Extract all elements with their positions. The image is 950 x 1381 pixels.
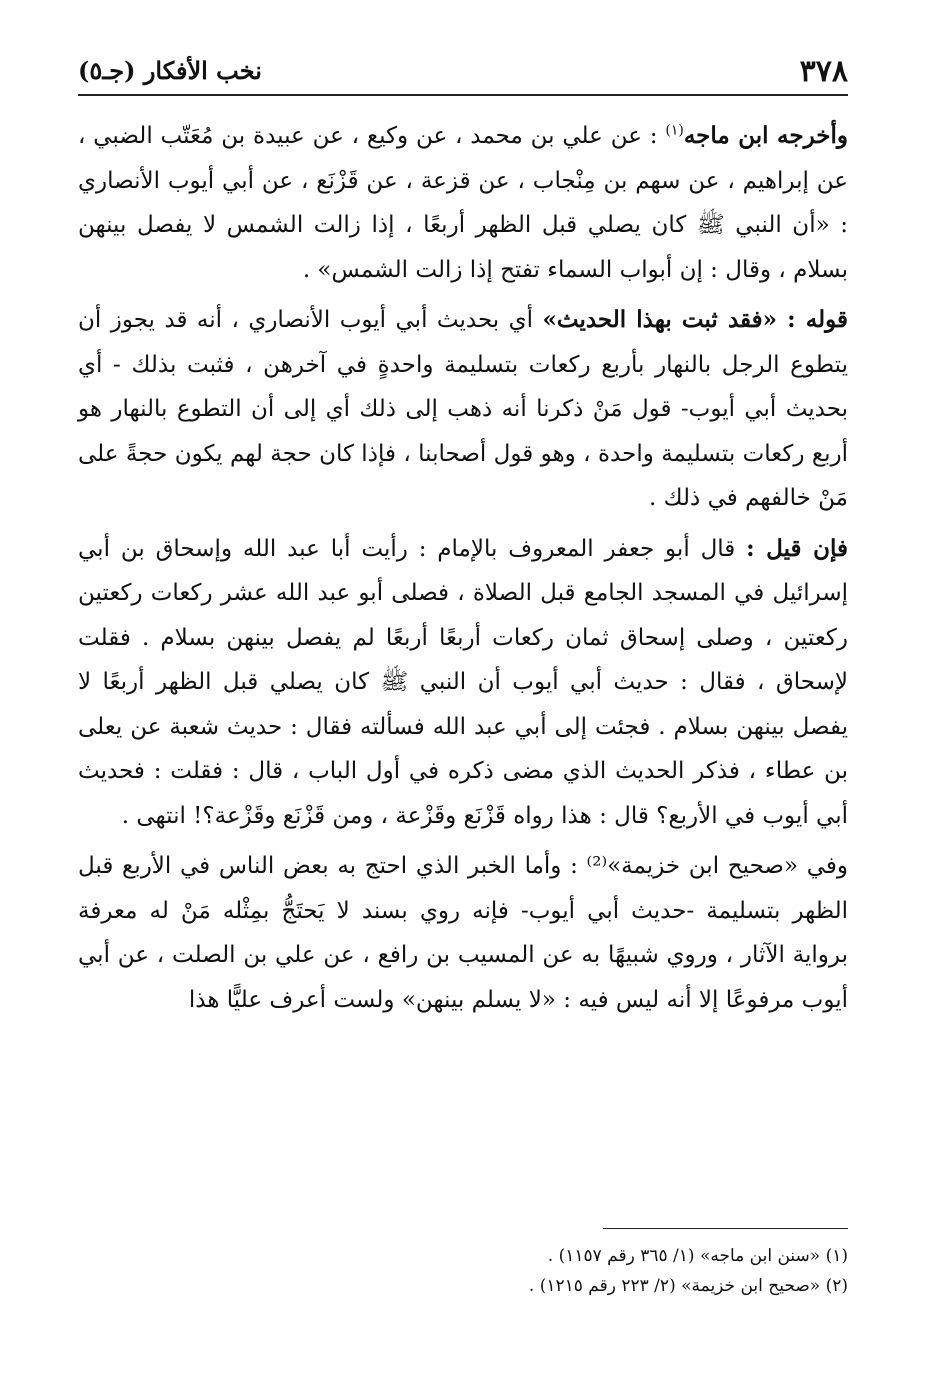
paragraph-commentary bbox=[78, 298, 848, 521]
paragraph-objection bbox=[78, 527, 848, 839]
footnote-marker: (١) bbox=[665, 122, 684, 139]
book-page bbox=[78, 50, 848, 1350]
footnote-2: (٢) «صحيح ابن خزيمة» (٢/ ٢٢٣ رقم ١٢١٥) . bbox=[528, 1276, 848, 1296]
paragraph-ibn-khuzaymah bbox=[78, 844, 848, 1022]
paragraph-text: وفي «صحيح ابن خزيمة»⁽²⁾ : وأما الخبر الذي احتج به بعض الناس في الأربع قبل الظهر بتسليمة -حديث أبي أيوب- فإنه روي بسند لا يَحتَجُّ بمِثْله مَنْ له معرفة برواية الآثار ، وروي شبيهًا به عن المسيب بن رافع ، عن علي بن الصلت ، عن أبي أيوب مرفوعًا إلا أنه ليس فيه : «لا يسلم بينهن» ولست أعرف عليًّا هذا bbox=[78, 853, 848, 1013]
paragraph-ibn-majah bbox=[78, 114, 848, 292]
footnotes bbox=[78, 1228, 848, 1301]
running-header bbox=[78, 50, 848, 96]
footnote-divider bbox=[603, 1228, 848, 1229]
paragraph-text: أي بحديث أبي أيوب الأنصاري ، أنه قد يجوز أن يتطوع الرجل بالنهار بأربع ركعات بتسليمة واحدةٍ في آخرهن ، فثبت بذلك - أي بحديث أبي أيوب- قول مَنْ ذكرنا أنه ذهب إلى ذلك أي إلى أن التطوع بالنهار هو أربع ركعات بتسليمة واحدة ، وهو قول أصحابنا ، فإذا كان حجة لهم يكون حجةً على مَنْ خالفهم في ذلك . bbox=[78, 307, 848, 511]
book-title: نخب الأفكار (جـ٥) bbox=[78, 56, 262, 85]
footnote-1: (١) «سنن ابن ماجه» (١/ ٣٦٥ رقم ١١٥٧) . bbox=[547, 1246, 848, 1266]
paragraph-lead: قوله : «فقد ثبت بهذا الحديث» bbox=[542, 306, 849, 333]
paragraph-lead: وأخرجه ابن ماجه bbox=[683, 122, 848, 149]
paragraph-lead: فإن قيل : bbox=[746, 534, 848, 562]
page-number: ٣٧٨ bbox=[799, 54, 848, 89]
paragraph-text: : عن علي بن محمد ، عن وكيع ، عن عبيدة بن مُعَتّب الضبي ، عن إبراهيم ، عن سهم بن مِنْجاب ، عن قزعة ، عن قَزْنَع ، عن أبي أيوب الأنصاري : «أن النبي ﷺ كان يصلي قبل الظهر أربعًا ، إذا زالت الشمس لا يفصل بينهن بسلام ، وقال : إن أبواب السماء تفتح إذا زالت الشمس» . bbox=[78, 123, 848, 283]
paragraph-text: قال أبو جعفر المعروف بالإمام : رأيت أبا عبد الله وإسحاق بن أبي إسرائيل في المسجد الجامع قبل الصلاة ، فصلى أبو عبد الله عشر ركعات ركعتين ركعتين ، وصلى إسحاق ثمان ركعات أربعًا أربعًا لم يفصل بينهن بسلام . فقلت لإسحاق ، فقال : حديث أبي أيوب أن النبي ﷺ كان يصلي قبل الظهر أربعًا لا يفصل بينهن بسلام . فجئت إلى أبي عبد الله فسألته فقال : حديث شعبة عن يعلى بن عطاء ، فذكر الحديث الذي مضى ذكره في أول الباب ، قال : فقلت : فحديث أبي أيوب في الأربع؟ قال : هذا رواه قَزْنَع وقَزْعة ، ومن قَزْنَع وقَزْعة؟! انتهى . bbox=[78, 535, 848, 829]
main-text bbox=[78, 114, 848, 1022]
